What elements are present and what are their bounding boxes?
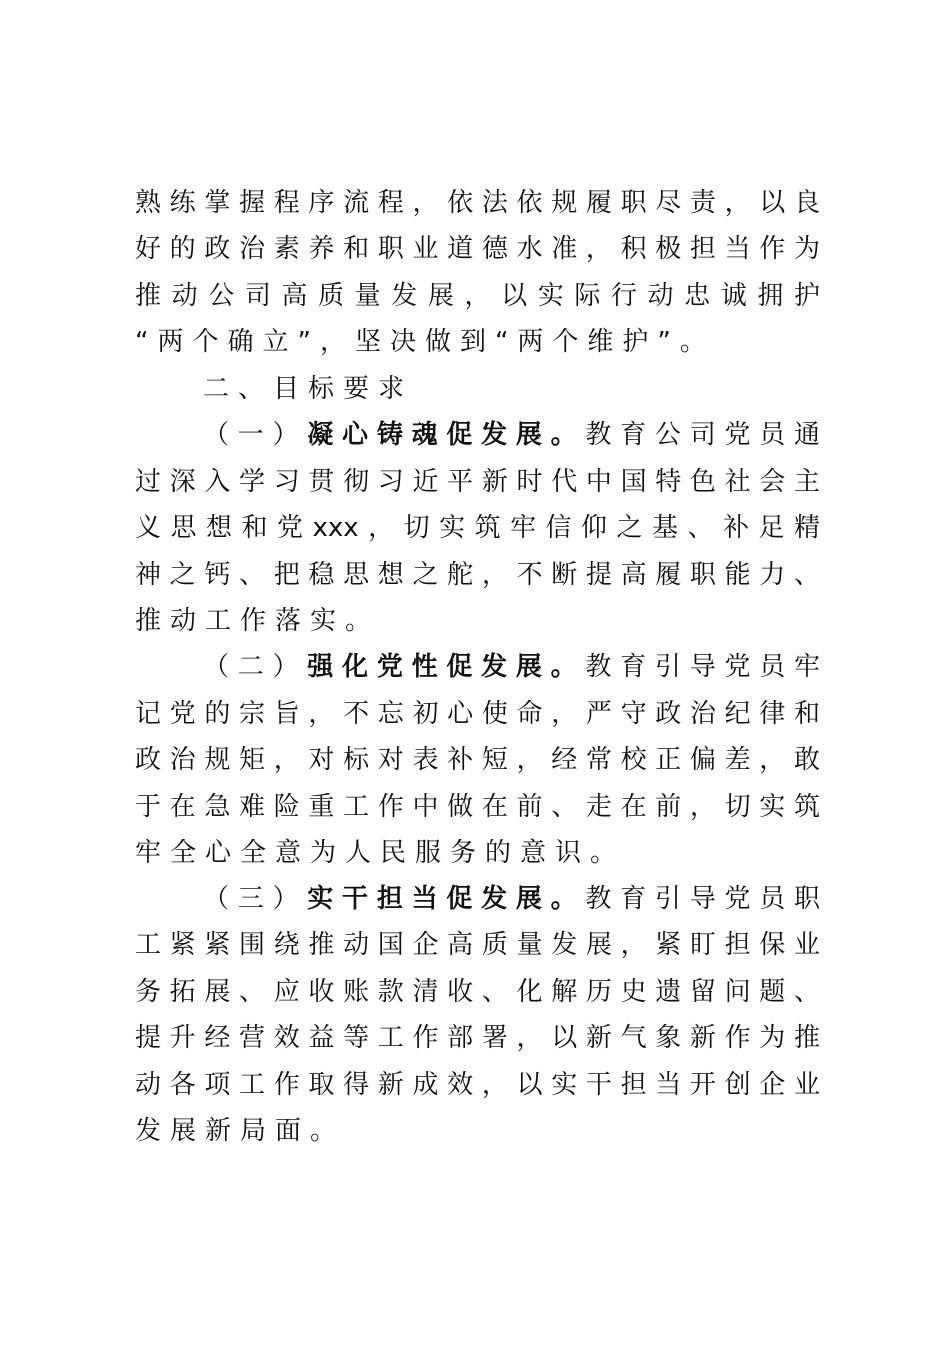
paragraph-line: 熟练掌握程序流程，依法依规履职尽责，以良 bbox=[135, 188, 820, 218]
paragraph-line: 务拓展、应收账款清收、化解历史遗留问题、 bbox=[135, 977, 820, 1007]
item-first-line bbox=[203, 876, 820, 922]
item-number: （三） bbox=[203, 884, 308, 914]
paragraph-line: 推动工作落实。 bbox=[135, 606, 381, 636]
paragraph-line: 义思想和党xxx，切实筑牢信仰之基、补足精 bbox=[135, 513, 820, 543]
item-first-line-rest: 教育公司党员通 bbox=[585, 420, 820, 450]
paragraph-line: 过深入学习贯彻习近平新时代中国特色社会主 bbox=[135, 467, 820, 497]
paragraph-line: 发展新局面。 bbox=[135, 1116, 346, 1146]
item-first-line bbox=[203, 644, 820, 690]
paragraph-line: 神之钙、把稳思想之舵，不断提高履职能力、 bbox=[135, 560, 820, 590]
paragraph-line: 推动公司高质量发展，以实际行动忠诚拥护 bbox=[135, 281, 820, 311]
section-heading: 二、目标要求 bbox=[203, 374, 414, 404]
paragraph-line: 好的政治素养和职业道德水准，积极担当作为 bbox=[135, 234, 820, 264]
item-number: （二） bbox=[203, 652, 308, 682]
item-first-line-rest: 教育引导党员职 bbox=[585, 884, 820, 914]
paragraph-line: 政治规矩，对标对表补短，经常校正偏差，敢 bbox=[135, 745, 820, 775]
item-first-line bbox=[203, 412, 820, 458]
item-first-line-rest: 教育引导党员牢 bbox=[585, 652, 820, 682]
paragraph-line: 牢全心全意为人民服务的意识。 bbox=[135, 838, 626, 868]
item-title: 强化党性促发展。 bbox=[307, 652, 586, 682]
paragraph-line: 动各项工作取得新成效，以实干担当开创企业 bbox=[135, 1070, 820, 1100]
paragraph-line: 记党的宗旨，不忘初心使命，严守政治纪律和 bbox=[135, 699, 820, 729]
paragraph-line: 提升经营效益等工作部署，以新气象新作为推 bbox=[135, 1023, 820, 1053]
item-title: 实干担当促发展。 bbox=[307, 884, 586, 914]
paragraph-line: 于在急难险重工作中做在前、走在前，切实筑 bbox=[135, 792, 820, 822]
item-number: （一） bbox=[203, 420, 308, 450]
item-title: 凝心铸魂促发展。 bbox=[307, 420, 586, 450]
paragraph-line: 工紧紧围绕推动国企高质量发展，紧盯担保业 bbox=[135, 930, 820, 960]
paragraph-line: “两个确立”，坚决做到“两个维护”。 bbox=[135, 327, 715, 357]
